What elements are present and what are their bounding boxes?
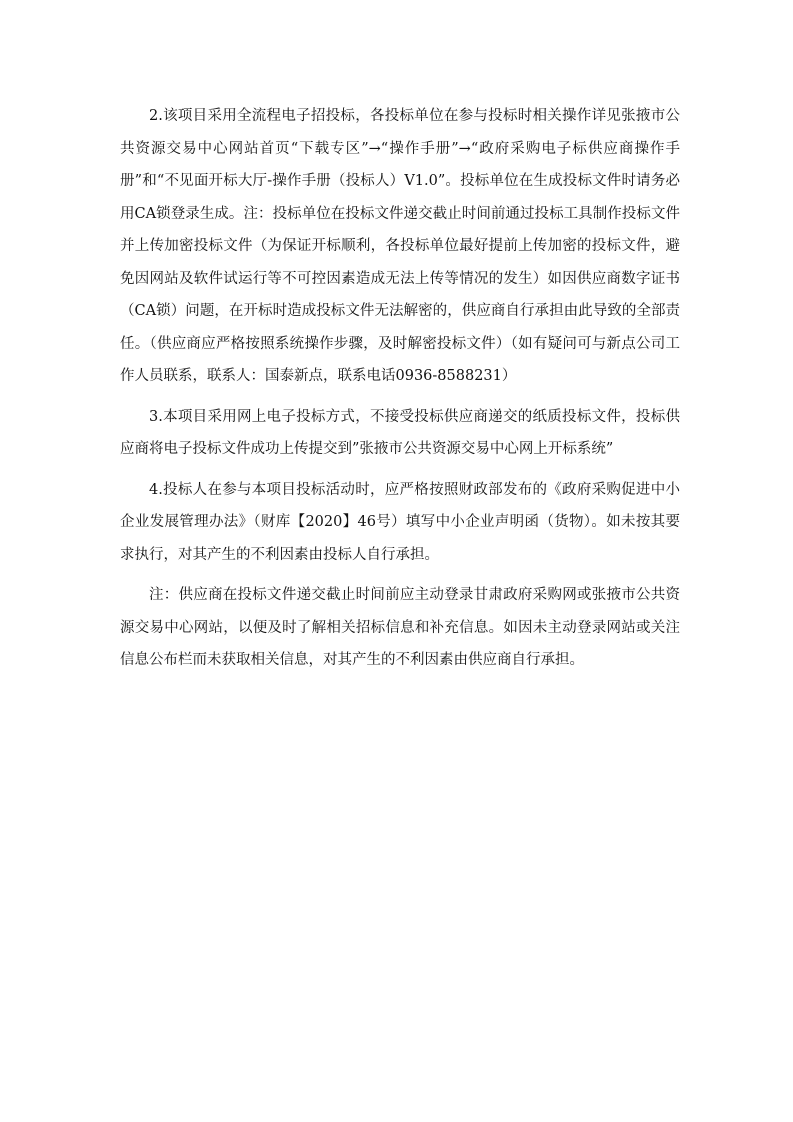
paragraph-online-submission: 3.本项目采用网上电子投标方式，不接受投标供应商递交的纸质投标文件，投标供应商将电子投标文件成功上传提交到”张掖市公共资源交易中心网上开标系统” bbox=[120, 408, 680, 457]
paragraph-sme-policy: 4.投标人在参与本项目投标活动时，应严格按照财政部发布的《政府采购促进中小企业发展管理办法》（财库【2020】46号）填写中小企业声明函（货物）。如未按其要求执行，对其产生的不利因素由投标人自行承担。 bbox=[120, 481, 680, 563]
paragraph-note: 注：供应商在投标文件递交截止时间前应主动登录甘肃政府采购网或张掖市公共资源交易中心网站，以便及时了解相关招标信息和补充信息。如因未主动登录网站或关注信息公布栏而未获取相关信息，对其产生的不利因素由供应商自行承担。 bbox=[120, 587, 680, 668]
document-body bbox=[120, 100, 680, 685]
paragraph-electronic-bidding: 2.该项目采用全流程电子招投标，各投标单位在参与投标时相关操作详见张掖市公共资源交易中心网站首页“下载专区”→“操作手册”→“政府采购电子标供应商操作手册”和“不见面开标大厅-操作手册（投标人）V1.0”。投标单位在生成投标文件时请务必用CA锁登录生成。注：投标单位在投标文件递交截止时间前通过投标工具制作投标文件并上传加密投标文件（为保证开标顺利，各投标单位最好提前上传加密的投标文件，避免因网站及软件试运行等不可控因素造成无法上传等情况的发生）如因供应商数字证书（CA锁）问题，在开标时造成投标文件无法解密的，供应商自行承担由此导致的全部责任。（供应商应严格按照系统操作步骤，及时解密投标文件）（如有疑问可与新点公司工作人员联系，联系人：国泰新点，联系电话0936-8588231） bbox=[120, 108, 680, 384]
